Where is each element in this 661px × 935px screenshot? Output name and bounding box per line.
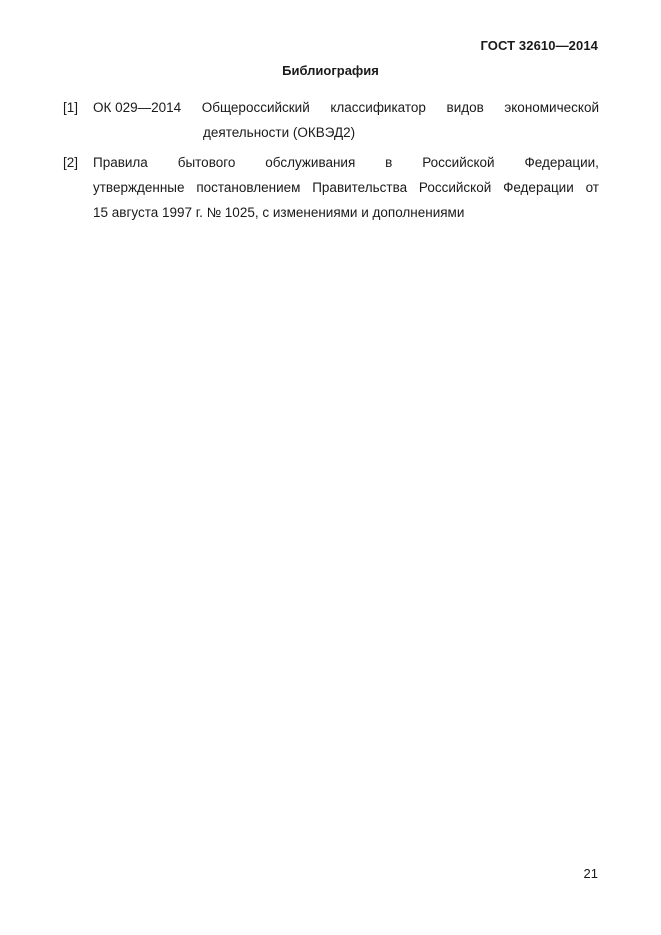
entry-word: классификатор xyxy=(330,100,426,115)
entry-word: Российской xyxy=(422,155,495,170)
entry-word: обслуживания xyxy=(265,155,356,170)
entry-line xyxy=(93,175,599,200)
entry-number: [2] xyxy=(63,155,79,170)
entry-word: видов xyxy=(446,100,484,115)
entry-word: утвержденные xyxy=(93,180,185,195)
entry-word: в xyxy=(385,155,393,170)
entry-word: от xyxy=(585,180,599,195)
entry-line xyxy=(93,150,599,175)
entry-word: ОК 029—2014 xyxy=(93,100,182,115)
page-number: 21 xyxy=(583,866,598,881)
entry-word: Российской xyxy=(418,180,492,195)
entry-word: постановлением xyxy=(196,180,301,195)
entry-word: Федерации, xyxy=(524,155,599,170)
bibliography-title: Библиография xyxy=(282,63,379,78)
entry-word: бытового xyxy=(177,155,236,170)
entry-word: Общероссийский xyxy=(201,100,310,115)
entry-number: [1] xyxy=(63,100,79,115)
entry-line xyxy=(93,95,599,120)
entry-word: Правила xyxy=(93,155,148,170)
entry-text xyxy=(93,150,599,225)
entry-word: Правительства xyxy=(312,180,408,195)
entry-word: Федерации xyxy=(503,180,574,195)
entry-line: 15 августа 1997 г. № 1025, с изменениями и дополнениями xyxy=(93,205,465,220)
entry-line: деятельности (ОКВЭД2) xyxy=(203,125,356,140)
entry-word: экономической xyxy=(504,100,599,115)
document-code: ГОСТ 32610—2014 xyxy=(480,38,598,53)
